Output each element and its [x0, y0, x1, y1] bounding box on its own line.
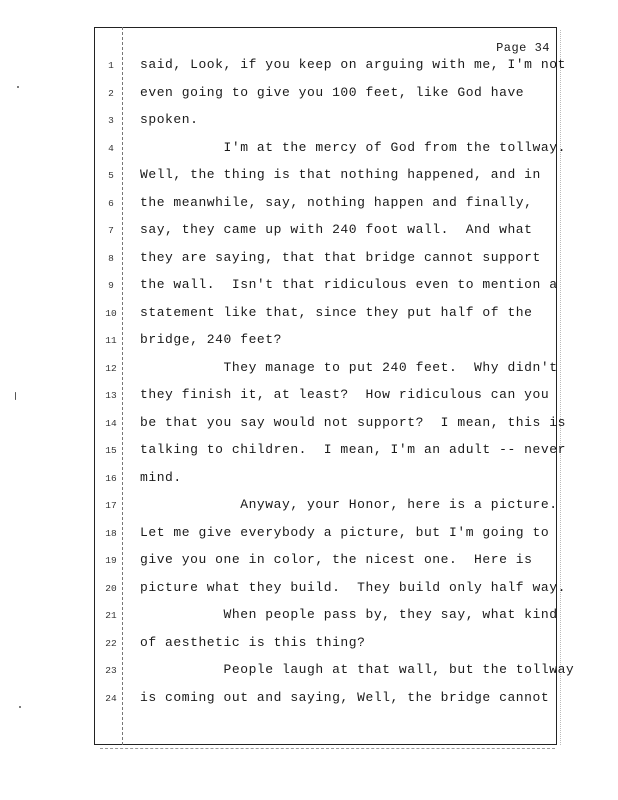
transcript-line — [96, 552, 556, 580]
transcript-line — [96, 635, 556, 663]
line-text: say, they came up with 240 foot wall. And what — [140, 222, 533, 237]
line-text: Anyway, your Honor, here is a picture. — [140, 497, 558, 512]
transcript-line — [96, 112, 556, 140]
line-text: even going to give you 100 feet, like God have — [140, 84, 525, 100]
line-text: the wall. Isn't that ridiculous even to mention a — [140, 277, 558, 292]
transcript-line — [96, 442, 566, 470]
line-number: 23 — [105, 665, 117, 676]
line-text: I'm at the mercy of God from the tollway. — [140, 139, 566, 155]
transcript-line — [96, 332, 556, 360]
line-text: When people pass by, they say, what kind — [140, 607, 558, 622]
line-number: 3 — [108, 115, 114, 126]
transcript-line — [96, 497, 556, 525]
line-text: of aesthetic is this thing? — [140, 634, 366, 650]
line-number: 5 — [108, 170, 114, 181]
transcript-line — [96, 167, 556, 195]
transcript-line — [96, 387, 556, 415]
transcript-line — [96, 277, 556, 305]
line-text: give you one in color, the nicest one. Here is — [140, 552, 533, 567]
line-text: they finish it, at least? How ridiculous can you — [140, 387, 550, 402]
line-number: 17 — [105, 500, 117, 511]
line-number: 22 — [105, 637, 117, 649]
line-text: they are saying, that that bridge cannot support — [140, 249, 541, 265]
line-text: said, Look, if you keep on arguing with me, I'm not — [140, 57, 566, 72]
line-text: Well, the thing is that nothing happened, and in — [140, 167, 541, 182]
line-text: talking to children. I mean, I'm an adult -- never — [140, 442, 566, 457]
line-text: picture what they build. They build only half way. — [140, 579, 566, 595]
scan-speck — [17, 86, 19, 88]
line-text: be that you say would not support? I mean, this is — [140, 414, 566, 430]
transcript-line — [96, 690, 556, 718]
transcript-line — [96, 57, 566, 85]
page-number: Page 34 — [496, 41, 550, 55]
transcript-line — [96, 195, 556, 223]
line-number: 1 — [108, 60, 114, 71]
transcript-line — [96, 305, 556, 333]
scan-bottom-noise — [100, 748, 555, 749]
line-text: spoken. — [140, 112, 199, 127]
line-number: 2 — [108, 87, 114, 99]
transcript-line — [96, 525, 556, 553]
line-number: 8 — [108, 252, 114, 264]
scan-speck — [19, 706, 21, 708]
transcript-line — [96, 85, 556, 113]
line-number: 20 — [105, 582, 117, 594]
line-number: 12 — [105, 362, 117, 374]
transcript-line — [96, 250, 556, 278]
line-number: 11 — [105, 335, 117, 346]
transcript-lines — [96, 57, 575, 717]
transcript-line — [96, 579, 566, 608]
scan-edge-noise — [560, 30, 561, 745]
line-number: 9 — [108, 280, 114, 291]
line-number: 24 — [105, 692, 117, 704]
line-number: 21 — [105, 610, 117, 621]
line-text: is coming out and saying, Well, the bridge cannot — [140, 689, 550, 705]
line-text: They manage to put 240 feet. Why didn't — [140, 359, 558, 375]
line-text: mind. — [140, 469, 182, 485]
line-number: 19 — [105, 555, 117, 566]
transcript-line — [96, 139, 566, 168]
line-number: 7 — [108, 225, 114, 236]
transcript-line — [96, 607, 556, 635]
transcript-line — [96, 414, 566, 443]
line-number: 13 — [105, 390, 117, 401]
line-text: People laugh at that wall, but the tollway — [140, 662, 575, 677]
line-number: 10 — [105, 307, 117, 319]
line-number: 6 — [108, 197, 114, 209]
line-text: bridge, 240 feet? — [140, 332, 282, 347]
line-text: statement like that, since they put half of the — [140, 304, 533, 320]
transcript-line — [96, 662, 575, 690]
line-number: 16 — [105, 472, 117, 484]
transcript-line — [96, 360, 556, 388]
line-number: 15 — [105, 445, 117, 456]
line-number: 14 — [105, 417, 117, 429]
scan-speck — [15, 392, 16, 400]
transcript-line — [96, 470, 556, 498]
line-number: 4 — [108, 142, 114, 154]
line-number: 18 — [105, 527, 117, 539]
transcript-line — [96, 222, 556, 250]
line-text: Let me give everybody a picture, but I'm going to — [140, 524, 550, 540]
line-text: the meanwhile, say, nothing happen and finally, — [140, 194, 533, 210]
